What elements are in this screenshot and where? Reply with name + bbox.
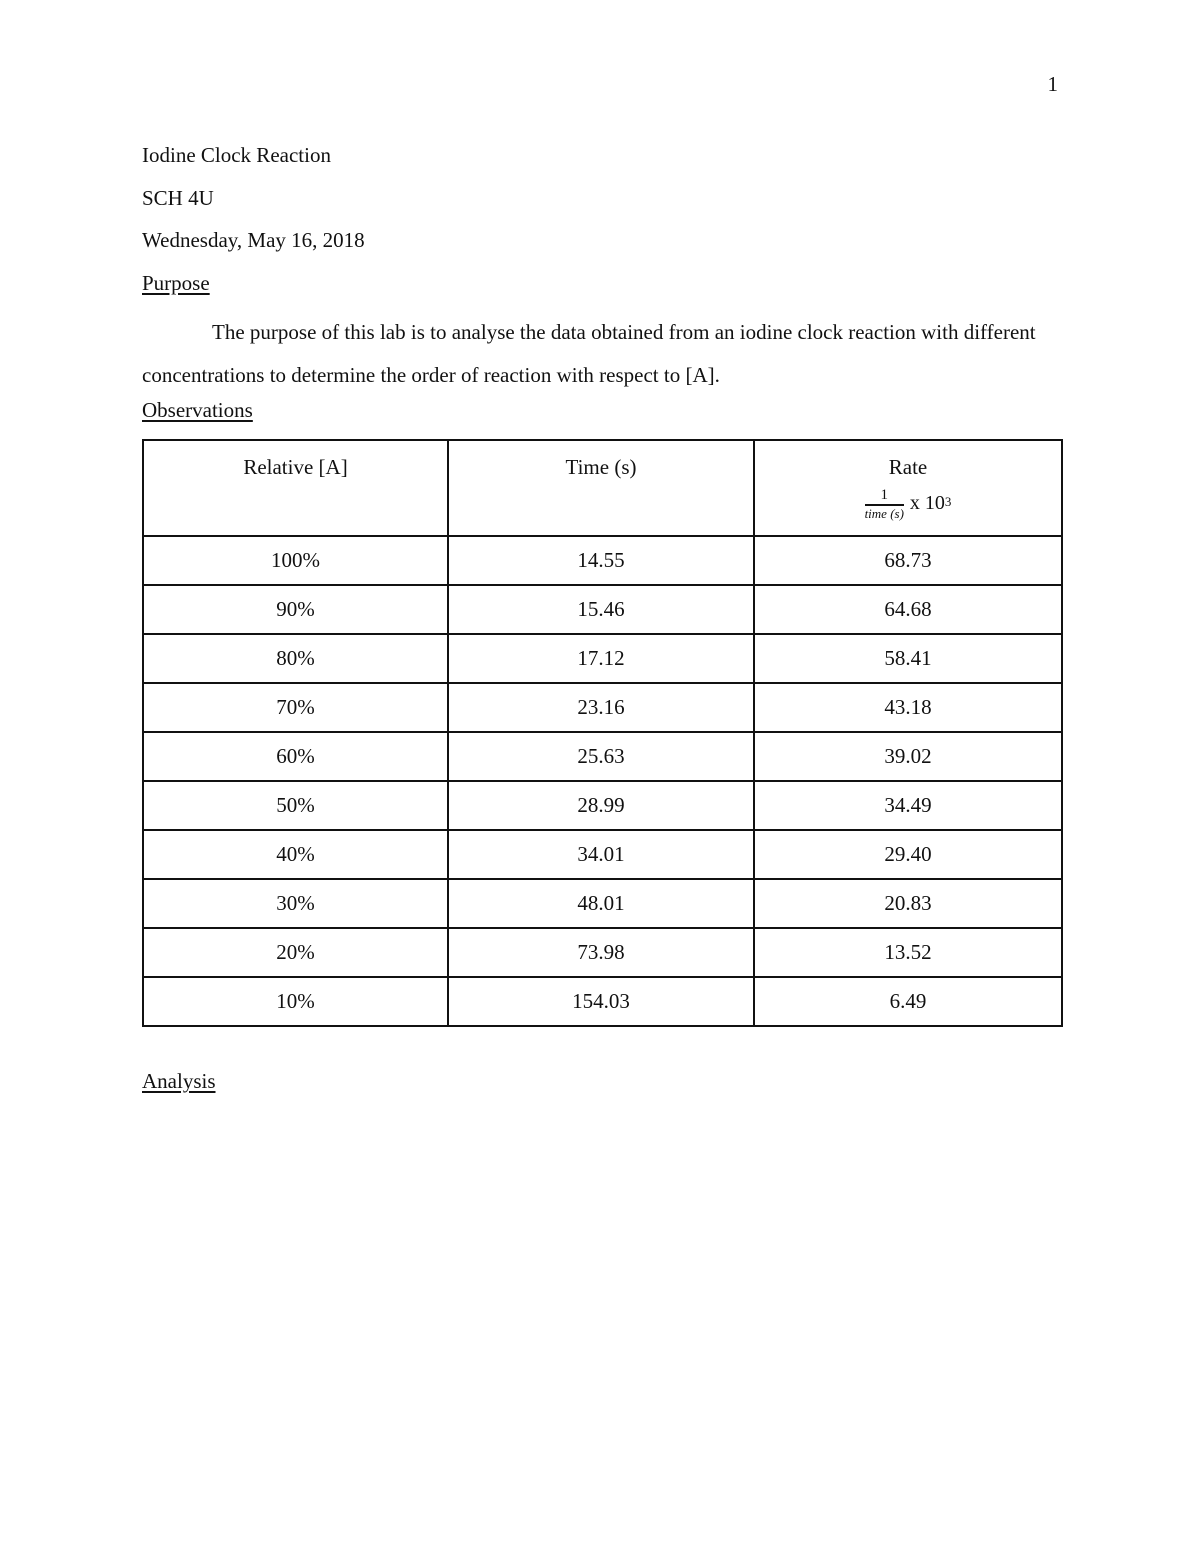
table-row	[143, 830, 1062, 879]
observations-heading: Observations	[142, 398, 253, 422]
rate-fraction	[865, 488, 904, 520]
analysis-heading: Analysis	[142, 1069, 216, 1093]
purpose-heading: Purpose	[142, 271, 210, 295]
cell-relative: 90%	[143, 585, 448, 634]
document-title: Iodine Clock Reaction	[142, 143, 331, 167]
document-date: Wednesday, May 16, 2018	[142, 228, 365, 252]
cell-rate: 20.83	[754, 879, 1062, 928]
cell-rate: 13.52	[754, 928, 1062, 977]
cell-time: 17.12	[448, 634, 754, 683]
table-row	[143, 536, 1062, 585]
header-relative-concentration: Relative [A]	[143, 440, 448, 536]
cell-rate: 29.40	[754, 830, 1062, 879]
cell-relative: 40%	[143, 830, 448, 879]
cell-time: 28.99	[448, 781, 754, 830]
cell-time: 14.55	[448, 536, 754, 585]
cell-time: 25.63	[448, 732, 754, 781]
cell-time: 23.16	[448, 683, 754, 732]
table-row	[143, 977, 1062, 1026]
cell-time: 15.46	[448, 585, 754, 634]
table-row	[143, 781, 1062, 830]
cell-time: 154.03	[448, 977, 754, 1026]
course-code: SCH 4U	[142, 186, 214, 210]
cell-rate: 58.41	[754, 634, 1062, 683]
purpose-paragraph: The purpose of this lab is to analyse the data obtained from an iodine clock reaction with different concentrations to determine the order of reaction with respect to [A].	[142, 320, 1036, 387]
cell-rate: 39.02	[754, 732, 1062, 781]
rate-multiplier: x 10	[909, 492, 945, 515]
cell-rate: 6.49	[754, 977, 1062, 1026]
cell-rate: 68.73	[754, 536, 1062, 585]
cell-rate: 34.49	[754, 781, 1062, 830]
table-row	[143, 928, 1062, 977]
cell-relative: 80%	[143, 634, 448, 683]
rate-fraction-denominator: time (s)	[864, 505, 904, 521]
table-row	[143, 879, 1062, 928]
header-rate	[754, 440, 1062, 536]
cell-relative: 50%	[143, 781, 448, 830]
cell-relative: 10%	[143, 977, 448, 1026]
table-row	[143, 634, 1062, 683]
table-row	[143, 585, 1062, 634]
rate-fraction-numerator: 1	[880, 487, 888, 503]
cell-rate: 64.68	[754, 585, 1062, 634]
table-row	[143, 732, 1062, 781]
cell-relative: 60%	[143, 732, 448, 781]
rate-exponent: 3	[944, 493, 952, 509]
observations-table	[142, 439, 1063, 1027]
table-header-row	[143, 440, 1062, 536]
table-row	[143, 683, 1062, 732]
cell-relative: 30%	[143, 879, 448, 928]
cell-relative: 100%	[143, 536, 448, 585]
cell-relative: 70%	[143, 683, 448, 732]
cell-relative: 20%	[143, 928, 448, 977]
header-time: Time (s)	[448, 440, 754, 536]
cell-time: 73.98	[448, 928, 754, 977]
cell-rate: 43.18	[754, 683, 1062, 732]
page-number: 1	[1047, 72, 1058, 96]
header-rate-label: Rate	[888, 455, 928, 479]
cell-time: 34.01	[448, 830, 754, 879]
cell-time: 48.01	[448, 879, 754, 928]
rate-formula	[865, 488, 952, 520]
